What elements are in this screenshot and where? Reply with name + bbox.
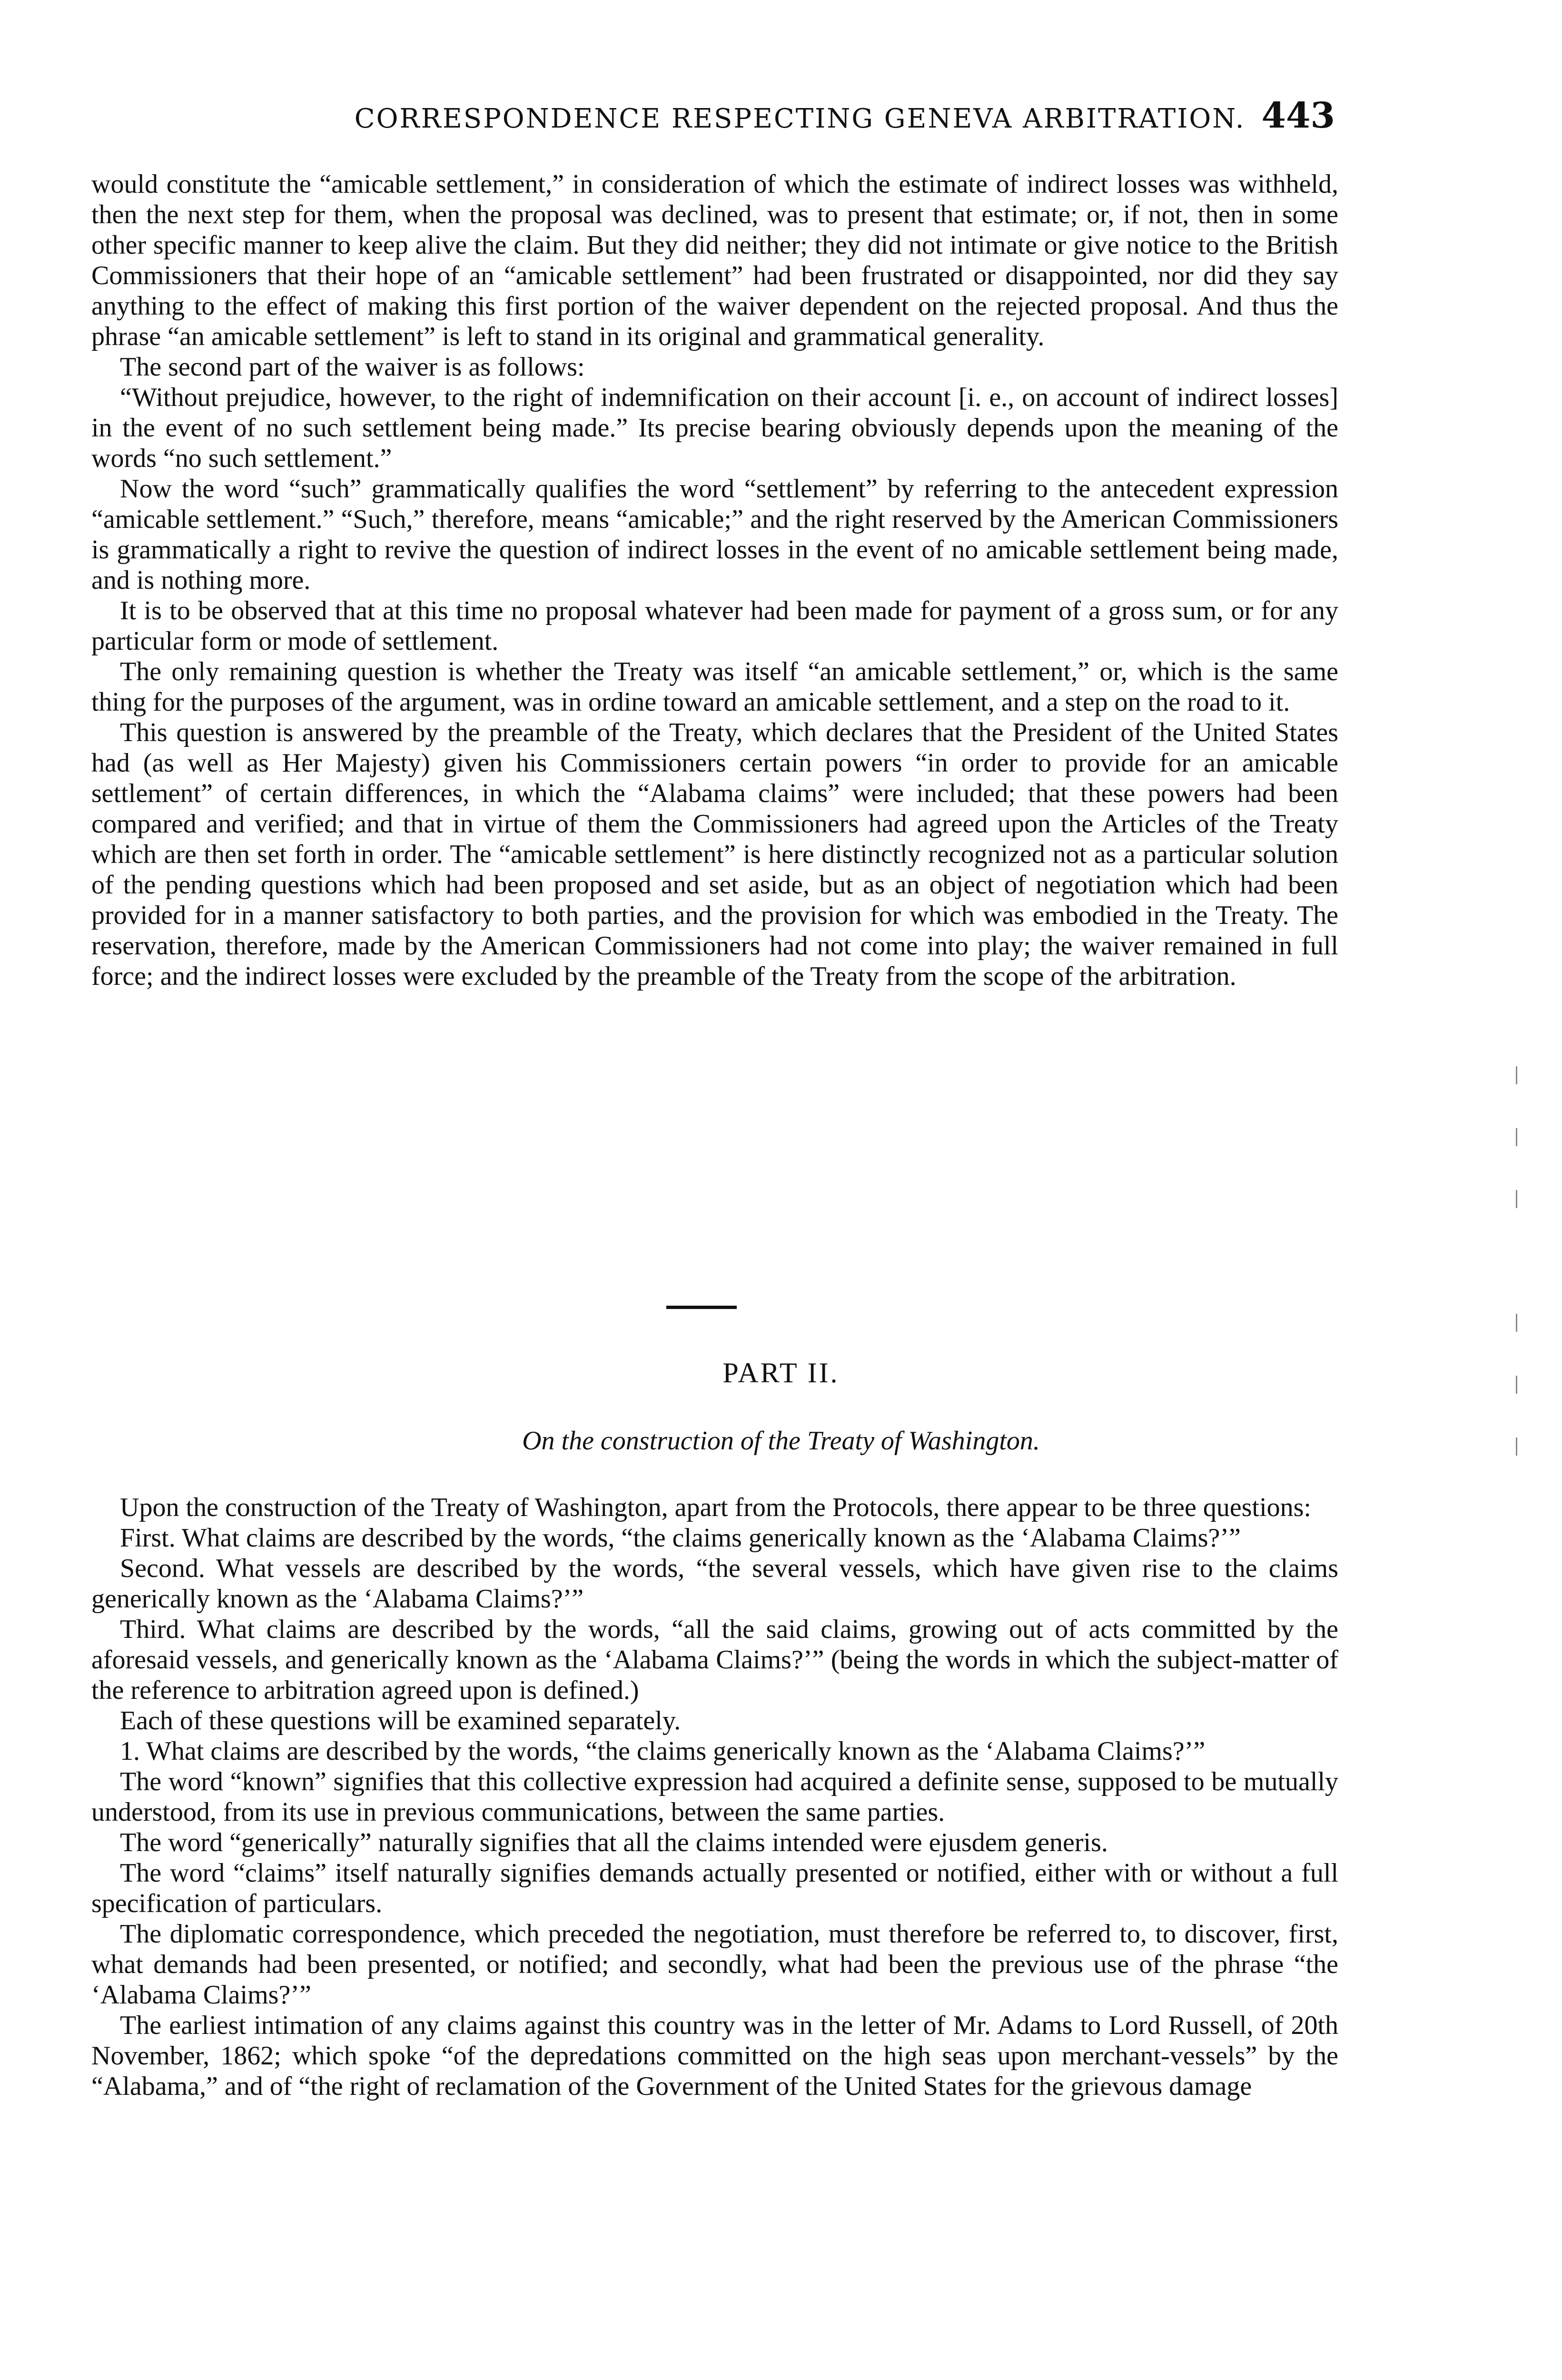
paragraph: The word “claims” itself naturally signifies demands actually presented or notified, either with or without a full specification of particulars. (91, 1858, 1338, 1918)
page-number: 443 (1261, 95, 1335, 136)
paragraph: The second part of the waiver is as follows: (120, 352, 585, 382)
paragraph: The word “known” signifies that this collective expression had acquired a definite sense, supposed to be mutually understood, from its use in previous communications, between the same parties. (91, 1767, 1338, 1827)
paragraph: The word “generically” naturally signifies that all the claims intended were ejusdem generis. (120, 1828, 1108, 1857)
running-title: CORRESPONDENCE RESPECTING GENEVA ARBITRATION. (354, 103, 1246, 134)
paragraph: It is to be observed that at this time no proposal whatever had been made for payment of a gross sum, or for any particular form or mode of settlement. (91, 596, 1338, 656)
paragraph: The only remaining question is whether the Treaty was itself “an amicable settlement,” or, which is the same thing for the purposes of the argument, was in ordine toward an amicable settlement, and a step on the road to it. (91, 657, 1338, 717)
paragraph: Second. What vessels are described by the words, “the several vessels, which have given rise to the claims generically known as the ‘Alabama Claims?’” (91, 1554, 1338, 1614)
paragraph: Third. What claims are described by the words, “all the said claims, growing out of acts committed by the aforesaid vessels, and generically known as the ‘Alabama Claims?’” (being the words in which the subject-matter of the reference to arbitration agreed upon is defined.) (91, 1615, 1338, 1705)
paragraph: First. What claims are described by the words, “the claims generically known as the ‘Alabama Claims?’” (120, 1523, 1241, 1553)
paragraph: Now the word “such” grammatically qualifies the word “settlement” by referring to the antecedent expression “amicable settlement.” “Such,” therefore, means “amicable;” and the right reserved by the American Commissioners is grammatically a right to revive the question of indirect losses in the event of no amicable settlement being made, and is nothing more. (91, 474, 1338, 595)
paragraph: The diplomatic correspondence, which preceded the negotiation, must therefore be referred to, to discover, first, what demands had been presented, or notified; and secondly, what had been the previous use of the phrase “the ‘Alabama Claims?’” (91, 1919, 1338, 2010)
part-one-body (91, 169, 1338, 992)
paragraph: Each of these questions will be examined separately. (120, 1706, 681, 1735)
paragraph: This question is answered by the preamble of the Treaty, which declares that the President of the United States had (as well as Her Majesty) given his Commissioners certain powers “in order to provide for an amicable settlement” of certain differences, in which the “Alabama claims” were included; that these powers had been compared and verified; and that in virtue of them the Commissioners had agreed upon the Articles of the Treaty which are then set forth in order. The “amicable settlement” is here distinctly recognized not as a particular solution of the pending questions which had been proposed and set aside, but as an object of negotiation which had been provided for in a manner satisfactory to both parties, and the provision for which was embodied in the Treaty. The reservation, therefore, made by the American Commissioners had not come into play; the waiver remained in full force; and the indirect losses were excluded by the preamble of the Treaty from the scope of the arbitration. (91, 718, 1338, 991)
paragraph: Upon the construction of the Treaty of Washington, apart from the Protocols, there appear to be three questions: (120, 1493, 1311, 1522)
paragraph: would constitute the “amicable settlement,” in consideration of which the estimate of indirect losses was withheld, then the next step for them, when the proposal was declined, was to present that estimate; or, if not, then in some other specific manner to keep alive the claim. But they did neither; they did not intimate or give notice to the British Commissioners that their hope of an “amicable settlement” had been frustrated or disappointed, nor did they say anything to the effect of making this first portion of the waiver dependent on the rejected proposal. And thus the phrase “an amicable settlement” is left to stand in its original and grammatical generality. (91, 169, 1338, 351)
part-heading: PART II. (722, 1357, 840, 1388)
part-subheading: On the construction of the Treaty of Washington. (522, 1426, 1040, 1456)
scan-edge-specks (1516, 1047, 1544, 1476)
paragraph: The earliest intimation of any claims against this country was in the letter of Mr. Adams to Lord Russell, of 20th November, 1862; which spoke “of the depredations committed on the high seas upon merchant-vessels” by the “Alabama,” and of “the right of reclamation of the Government of the United States for the grievous damage (91, 2011, 1338, 2101)
part-two-body (91, 1492, 1338, 2102)
paragraph: “Without prejudice, however, to the right of indemnification on their account [i. e., on account of indirect losses] in the event of no such settlement being made.” Its precise bearing obviously depends upon the meaning of the words “no such settlement.” (91, 383, 1338, 473)
paragraph: 1. What claims are described by the words, “the claims generically known as the ‘Alabama Claims?’” (120, 1736, 1206, 1766)
running-head (93, 95, 1335, 136)
section-divider (666, 1306, 737, 1309)
